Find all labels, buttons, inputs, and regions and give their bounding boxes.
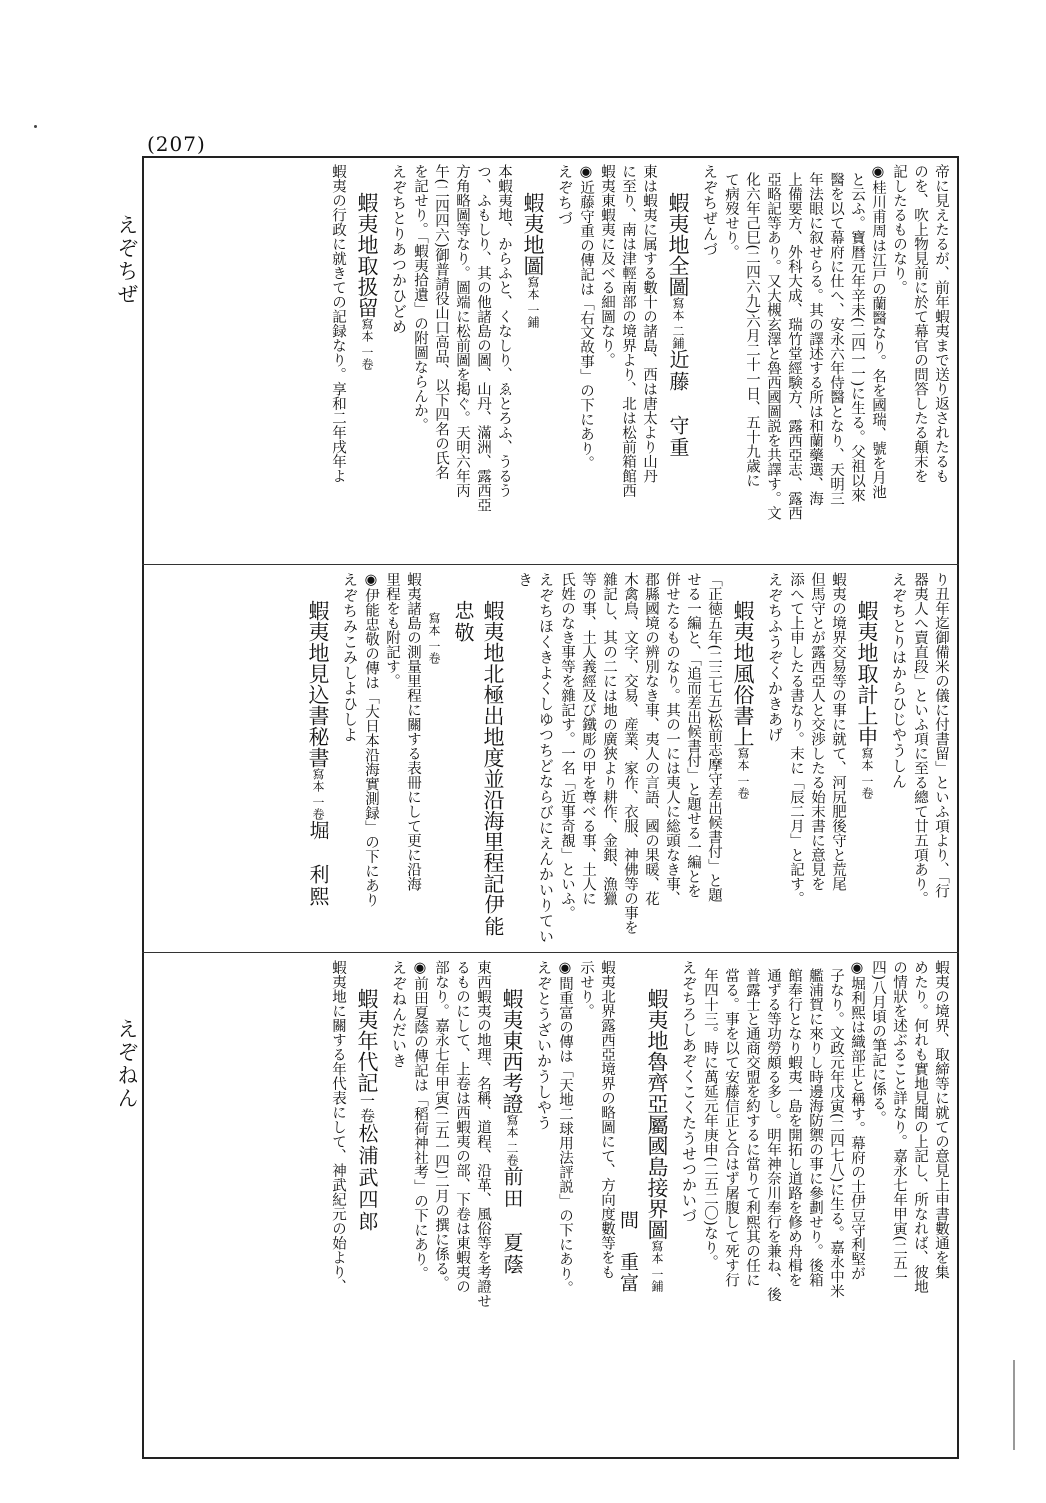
note-line: 上備要方、外科大成、瑞竹堂經験方、露西亞志、露西 <box>786 172 802 520</box>
text-line: に至り、南は津輕南部の境界より、北は松前箱館西 <box>620 164 636 498</box>
text-line: 但馬守とが露西亞人と交渉したる始末書に意見を <box>809 572 825 891</box>
text-line: 本蝦夷地、からふと、くなしり、ゑとろふ、うるう <box>496 164 512 498</box>
text-line: 器夷人へ賣直段」といふ項に至る總て廿五項あり。 <box>912 572 928 906</box>
text-line: 氏姓のなき事等を雜記す。一名「近事奇覩」といふ。 <box>559 572 575 920</box>
side-label-bottom: えぞねん <box>115 1018 139 1110</box>
note-line: て病歿せり。 <box>723 172 739 259</box>
note-line: 館奉行となり蝦夷一島を開拓し道路を修め舟楫を <box>786 968 802 1287</box>
ink-speck <box>34 125 37 128</box>
entry-title: 蝦夷地取計上申寫本 一卷 <box>855 600 879 799</box>
entry-title: 蝦夷年代記一卷松浦武四郎 <box>355 988 379 1233</box>
entry-author: 松浦武四郎 <box>355 1123 379 1233</box>
text-line: 蝦夷の境界交易等の事に就て、河尻肥後守と荒尾 <box>830 572 846 891</box>
entry-title: 蝦夷地風俗書上寫本 一卷 <box>731 600 755 799</box>
text-line: 木禽鳥、文字、交易、産業、家作、衣服、神佛等の事を <box>622 572 638 935</box>
entry-heading: えぞちろしあぞくこくたうせつかいづ <box>680 960 698 1224</box>
text-line: 示せり。 <box>578 960 594 1018</box>
entry-title: 蝦夷東西考證寫本 二卷前田 夏蔭 <box>500 988 524 1276</box>
entry-meta: 寫本 一卷 <box>311 768 325 820</box>
text-line: 帝に見えたるが、前年蝦夷まで送り返されたるも <box>933 164 949 483</box>
entry-heading: えぞちほくきよくしゆつちどならびにえんかいりていき <box>516 572 555 944</box>
entry-heading: えぞちとりあつかひどめ <box>390 164 408 335</box>
entry-author: 伊能 忠敬 <box>451 600 505 960</box>
note-line: 醫を以て幕府に仕へ、安永六年侍醫となり、天明三 <box>828 172 844 506</box>
entry-meta: 寫本 二卷 <box>505 1114 519 1166</box>
text-line: せる一編と、「追而差出候書付」と題せる一編とを <box>685 572 701 899</box>
entry-title: 蝦夷地取扱留寫本 一卷 <box>355 192 379 370</box>
entry-heading: えぞちふうぞくかきあげ <box>766 572 784 743</box>
entry-meta: 寫本 二鋪 <box>671 297 685 349</box>
band-2 <box>150 572 951 960</box>
text-line: 部なり。嘉永七年甲寅(二五一四)二月の撰に係る。 <box>433 960 449 1291</box>
entry-heading: えぞちとりはからひじやうしん <box>890 572 908 789</box>
band-1 <box>150 164 951 556</box>
note-line: 亞略記等あり。又大槻玄澤と魯西國圖説を共譯す。文 <box>765 172 781 520</box>
text-line: 蝦夷北界露西亞境界の略圖にて、方向度數等をも <box>599 960 615 1279</box>
note-line: 艦浦賀に來りし時邊海防禦の事に參劃せり。後箱 <box>807 968 823 1287</box>
note-line: ◉間重富の傳は「天地二球用法評説」の下にあり。 <box>557 960 573 1295</box>
text-line: るものにして、上卷は西蝦夷の部、下卷は東蝦夷の <box>454 960 470 1294</box>
note-line: ◉桂川甫周は江戸の蘭醫なり。名を國瑞、號を月池 <box>870 164 886 499</box>
note-line: と云ふ。寶暦元年辛未(二四一一)に生る。父祖以來 <box>849 172 865 503</box>
note-line: ◉近藤守重の傳記は「右文故事」の下にあり。 <box>578 164 594 470</box>
note-line: ◉前田夏蔭の傳記は「稻荷神社考」の下にあり。 <box>412 960 428 1281</box>
band-divider-2 <box>142 952 959 953</box>
entry-meta: 一卷 <box>358 1093 376 1123</box>
text-line: を記せり。「蝦夷拾遺」の附圖ならんか。 <box>412 164 428 433</box>
text-line: 里程をも附記す。 <box>384 572 400 688</box>
entry-title: 蝦夷地北極出地度並沿海里程記伊能 忠敬 <box>451 600 505 960</box>
entry-heading: えぞとうざいかうしやう <box>535 960 553 1131</box>
text-line: の情狀を述ぶること詳なり。嘉永七年甲寅(二五一 <box>891 960 907 1285</box>
entry-heading: えぞちづ <box>556 164 574 226</box>
note-line: 普露士と通商交盟を約するに當りて利熙其の任に <box>744 968 760 1287</box>
entry-title: 蝦夷地見込書秘書寫本 一卷堀 利熙 <box>306 600 330 908</box>
text-line: 添へて上申したる書なり。末に「辰二月」と記す。 <box>788 572 804 906</box>
note-line: 子なり。文政元年戊寅(二四七八)に生る。嘉永中米 <box>828 968 844 1299</box>
entry-heading: えぞねんだいき <box>390 960 408 1069</box>
text-line: 郡縣國境の辨別なき事、夷人の言語、國の果暖、花 <box>643 572 659 906</box>
text-line: 東は蝦夷に属する數十の諸島、西は唐太より山丹 <box>641 164 657 483</box>
note-line: 化六年己巳(二四六九)六月二十一日、五十九歳に <box>744 172 760 488</box>
note-line: 年四十三。時に萬延元年庚申(二五二〇)なり。 <box>702 968 718 1270</box>
entry-meta: 寫本 一卷 <box>736 747 750 799</box>
side-label-top: えぞちぜ <box>115 214 139 306</box>
entry-meta: 寫本 一鋪 <box>650 1240 664 1292</box>
text-line: 蝦夷東蝦夷に及べる細圖なり。 <box>599 164 615 367</box>
text-line: 方角略圖等なり。圖端に松前圖を掲ぐ。天明六年丙 <box>454 164 470 498</box>
text-line: 蝦夷の境界、取締等に就ての意見上申書數通を集 <box>933 960 949 1279</box>
note-line: 通ずる等功勞頗る多し。明年神奈川奉行を兼ね、後 <box>765 968 781 1302</box>
entry-meta: 寫本 一卷 <box>427 612 441 664</box>
text-line: 記したるものなり。 <box>891 164 907 295</box>
entry-heading: えぞちみこみしよひしよ <box>341 572 359 743</box>
scan-edge-line <box>1013 1360 1015 1450</box>
text-line: 等の事、土人義經及び鐵彫の甲を尊べる事、土人に <box>580 572 596 906</box>
entry-meta: 寫本 一鋪 <box>526 276 540 328</box>
text-line: つ、ふもしり、其の他諸島の圖、山丹、滿洲、露西亞 <box>475 164 491 512</box>
entry-title: 蝦夷地全圖寫本 二鋪近藤 守重 <box>666 192 690 459</box>
entry-meta: 寫本 一卷 <box>860 747 874 799</box>
entry-author: 堀 利熙 <box>306 819 330 908</box>
page-number: (207) <box>147 132 206 156</box>
text-line: のを、吹上物見前に於て幕官の問答したる顛末を <box>912 164 928 483</box>
entry-author: 間 重富 <box>617 1210 639 1294</box>
text-line: 併せたるものなり。其の一には夷人に総頭なき事、 <box>664 572 680 906</box>
band-3 <box>150 960 951 1450</box>
entry-author: 近藤 守重 <box>666 348 690 459</box>
text-line: 蝦夷の行政に就きての記録なり。享和二年戌年よ <box>330 164 346 483</box>
text-line: 午(二四四六)御普請役山口高品、以下四名の氏名 <box>433 164 449 480</box>
entry-heading: えぞちぜんづ <box>701 164 719 257</box>
note-line: ◉伊能忠敬の傳は「大日本沿海實測録」の下にあり <box>363 572 379 907</box>
band-divider-1 <box>142 564 959 565</box>
text-line: り丑年迄御備米の儀に付書留」といふ項より、「行 <box>933 572 949 899</box>
entry-title: 蝦夷地圖寫本 一鋪 <box>521 192 545 328</box>
text-line: 蝦夷地に關する年代表にして、神武紀元の始より、 <box>330 960 346 1294</box>
entry-meta: 寫本 一卷 <box>360 318 374 370</box>
text-line: 雜記し、其の二には地の廣狹より耕作、金銀、漁獵 <box>601 572 617 906</box>
text-line: 蝦夷諸島の測量里程に關する表冊にして更に沿海 <box>405 572 421 891</box>
entry-title: 蝦夷地魯齊亞屬國島接界圖寫本 一鋪 <box>645 988 669 1292</box>
text-line: 東西蝦夷の地理、名稱、道程、沿革、風俗等を考證せ <box>475 960 491 1308</box>
text-line: めたり。何れも實地見聞の上記し、所なれば、彼地 <box>912 960 928 1294</box>
note-line: ◉堀利熙は織部正と稱す。幕府の士伊豆守利堅が <box>849 960 865 1281</box>
note-line: 當る。事を以て安藤信正と合はず屠腹して死す行 <box>723 968 739 1287</box>
text-line: 「正徳五年(二三七五)松前志摩守差出候書付」と題 <box>706 572 722 903</box>
text-line: 四)八月頃の筆記に係る。 <box>870 960 886 1126</box>
note-line: 年法眼に叙せらる。其の譯述する所は和蘭藥選、海 <box>807 172 823 506</box>
entry-author: 前田 夏蔭 <box>500 1165 524 1276</box>
